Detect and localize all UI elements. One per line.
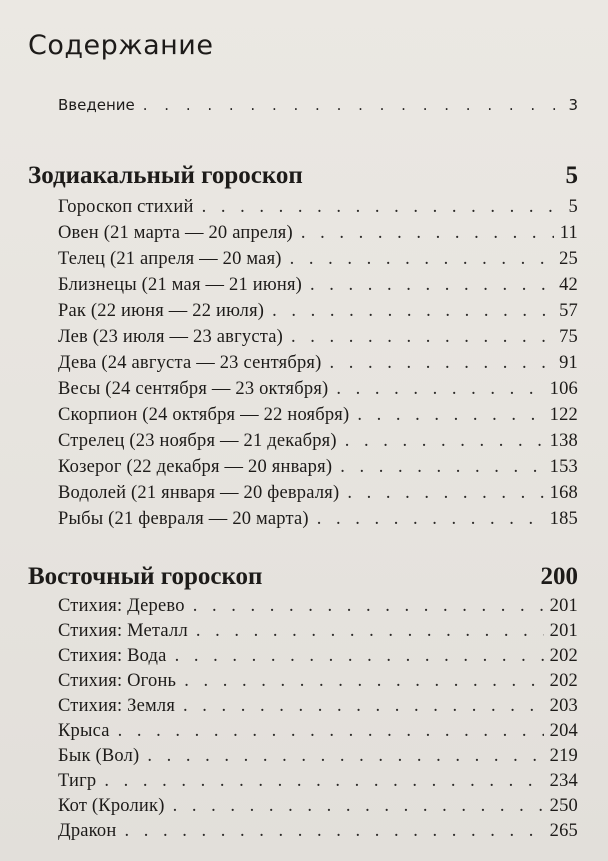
toc-entry-label: Лев (23 июля — 23 августа) [58,327,284,347]
toc-entry-label: Стихия: Вода [58,646,167,666]
toc-page-number: 234 [549,771,578,791]
dot-leader [202,197,563,218]
toc-entry [58,671,578,692]
toc-page-number: 3 [568,96,578,114]
toc-entry-label: Рыбы (21 февраля — 20 марта) [58,509,309,529]
dot-leader [175,646,544,667]
toc-page-number: 250 [549,796,578,816]
toc-page-number: 203 [549,696,578,716]
toc-page-number: 168 [549,483,578,503]
toc-page-number: 204 [549,721,578,741]
dot-leader [301,223,554,244]
toc-entry [58,771,578,792]
toc-page-number: 201 [549,621,578,641]
toc-page-number: 138 [549,431,578,451]
toc-entry-label: Бык (Вол) [58,746,140,766]
toc-entry-label: Дракон [58,821,117,841]
toc-page-number: 42 [559,275,578,295]
toc-entry-label: Близнецы (21 мая — 21 июня) [58,275,303,295]
toc-entry-label: Гороскоп стихий [58,197,194,217]
toc-page-number: 75 [559,327,578,347]
dot-leader [147,746,543,767]
toc-page-number: 219 [549,746,578,766]
toc-entry [58,746,578,767]
dot-leader [347,483,543,504]
toc-intro-row [58,96,578,114]
dot-leader [143,96,563,114]
toc-entry-label: Водолей (21 января — 20 февраля) [58,483,340,503]
toc-page-number: 57 [559,301,578,321]
toc-entry [58,696,578,717]
toc-entry [58,327,578,348]
dot-leader [290,249,553,270]
dot-leader [196,621,544,642]
dot-leader [345,431,544,452]
toc-page-number: 201 [549,596,578,616]
toc-entry [58,379,578,400]
toc-entry-label: Весы (24 сентября — 23 октября) [58,379,329,399]
toc-entry-label: Овен (21 марта — 20 апреля) [58,223,293,243]
toc-section-zodiac [28,162,578,190]
toc-page-number: 106 [549,379,578,399]
toc-entry [58,405,578,426]
dot-leader [317,509,544,530]
dot-leader [124,821,543,842]
dot-leader [357,405,543,426]
dot-leader [291,327,553,348]
toc-section-eastern [28,563,578,591]
toc-entry-label: Стихия: Металл [58,621,188,641]
toc-page-number: 265 [549,821,578,841]
toc-entry [58,721,578,742]
toc-entry [58,457,578,478]
toc-page-number: 185 [549,509,578,529]
dot-leader [193,596,544,617]
toc-entry-label: Стихия: Дерево [58,596,185,616]
toc-entry [58,431,578,452]
dot-leader [310,275,553,296]
toc-entry [58,821,578,842]
section-page-number: 5 [565,162,578,189]
section-page-number: 200 [540,563,578,590]
toc-page-number: 202 [549,646,578,666]
toc-page-number: 153 [549,457,578,477]
toc-entry-label: Дева (24 августа — 23 сентября) [58,353,322,373]
toc-entry-label: Введение [58,96,135,114]
dot-leader [173,796,544,817]
toc-entry-label: Стрелец (23 ноября — 21 декабря) [58,431,337,451]
section-title: Восточный гороскоп [28,563,263,590]
section-title: Зодиакальный гороскоп [28,162,303,189]
dot-leader [184,671,543,692]
dot-leader [118,721,544,742]
toc-entry-label: Тигр [58,771,97,791]
toc-entry-label: Телец (21 апреля — 20 мая) [58,249,282,269]
dot-leader [340,457,543,478]
toc-entry-label: Крыса [58,721,110,741]
toc-entry [58,596,578,617]
toc-entry [58,509,578,530]
toc-entry [58,301,578,322]
toc-entry [58,353,578,374]
toc-entry [58,621,578,642]
dot-leader [272,301,553,322]
dot-leader [104,771,543,792]
toc-entry [58,249,578,270]
dot-leader [336,379,543,400]
toc-entry [58,223,578,244]
toc-entry [58,646,578,667]
toc-page-number: 122 [549,405,578,425]
toc-page-number: 25 [559,249,578,269]
toc-entry-label: Кот (Кролик) [58,796,165,816]
dot-leader [183,696,544,717]
toc-entry [58,197,578,218]
dot-leader [330,353,554,374]
toc-entry [58,483,578,504]
toc-entry-label: Стихия: Огонь [58,671,177,691]
toc-entry [58,796,578,817]
toc-heading: Содержание [28,30,214,61]
toc-entry-label: Стихия: Земля [58,696,176,716]
toc-entry-label: Козерог (22 декабря — 20 января) [58,457,333,477]
toc-entry [58,275,578,296]
toc-entry-label: Рак (22 июня — 22 июля) [58,301,265,321]
toc-page-number: 11 [559,223,578,243]
toc-entry-label: Скорпион (24 октября — 22 ноября) [58,405,350,425]
toc-page-number: 5 [568,197,578,217]
toc-page-number: 91 [559,353,578,373]
toc-page-number: 202 [549,671,578,691]
